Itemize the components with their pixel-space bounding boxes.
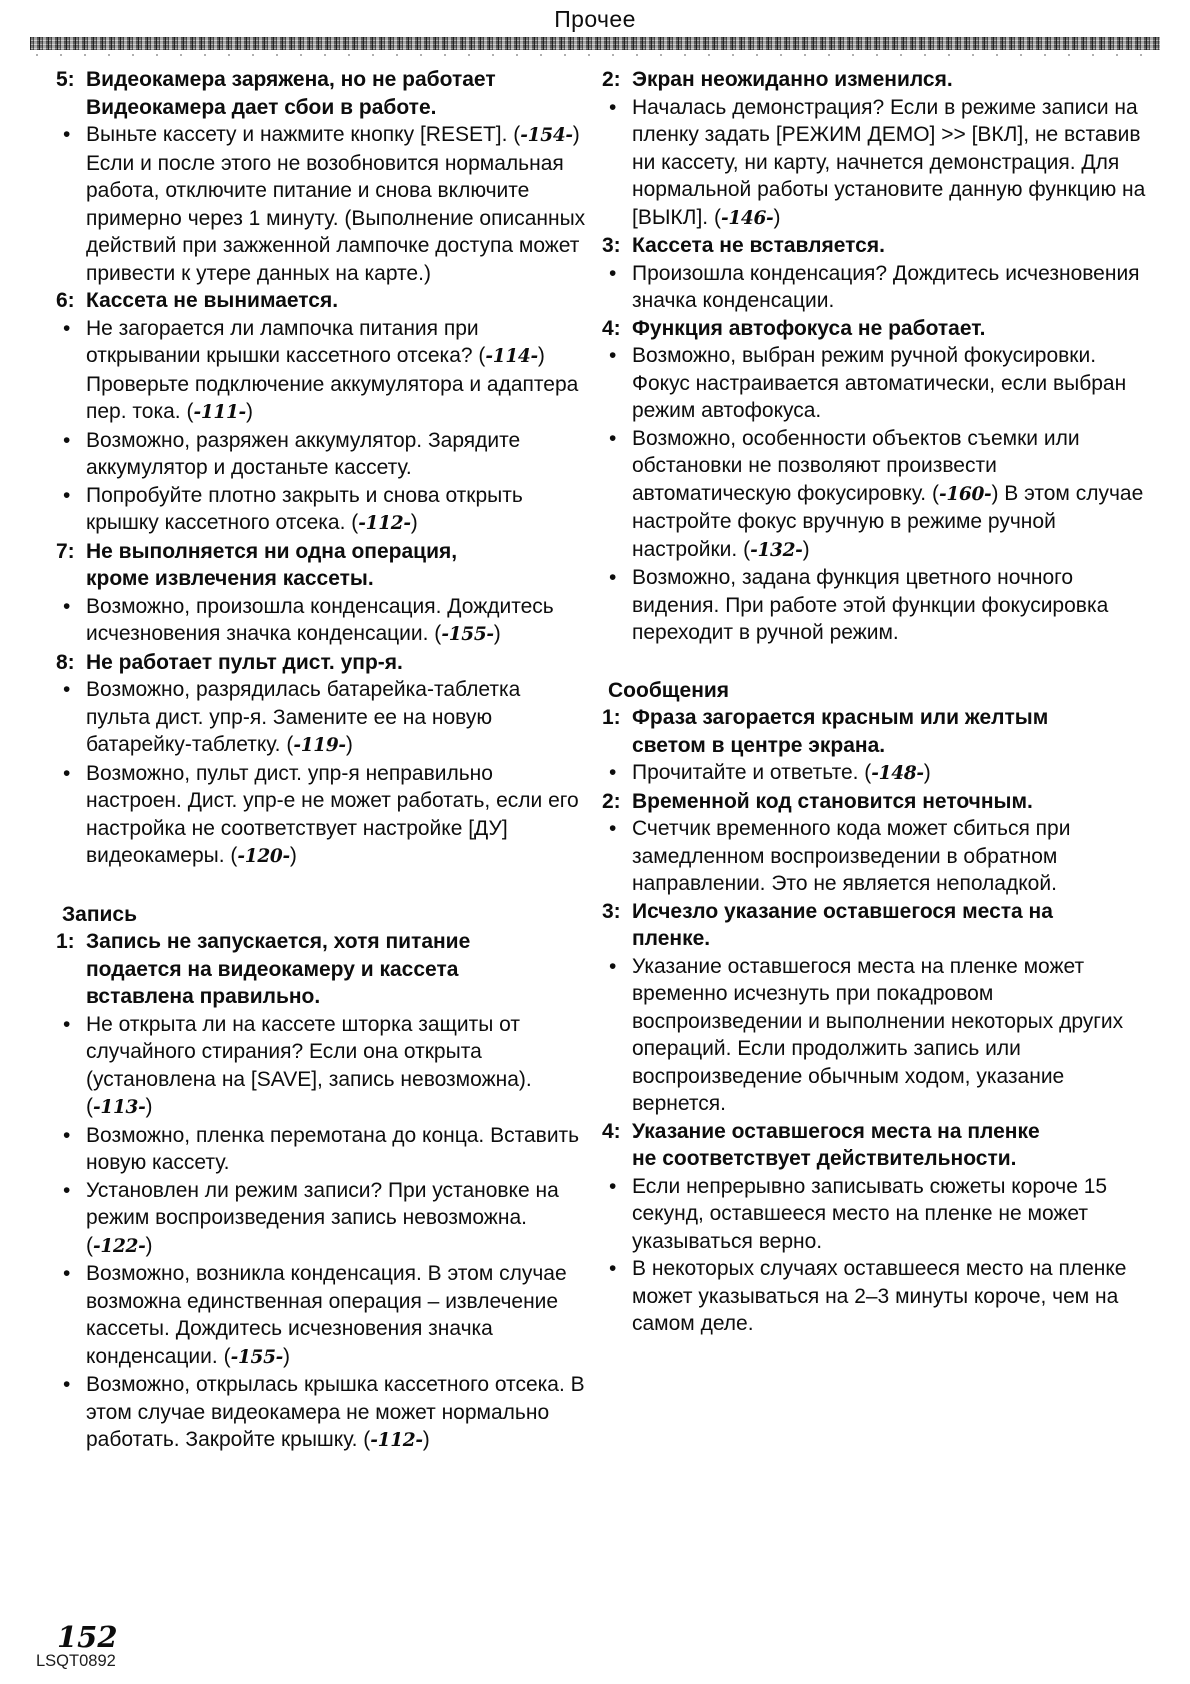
bullet-marker: • (609, 344, 617, 367)
document-code: LSQT0892 (36, 1652, 116, 1670)
troubleshooting-section (602, 232, 1150, 315)
bullet-text: Началась демонстрация? Если в режиме записи на пленку задать [РЕЖИМ ДЕМО] >> [ВКЛ], не вставив ни кассету, ни карту, начнется демонстрация. Для нормальной работы установите данную функцию на [ВЫКЛ]. (-146-) (632, 95, 1146, 229)
bullet-item (602, 425, 1150, 565)
bullet-item (602, 1255, 1150, 1338)
section-heading-text: Запись не запускается, хотя питание (86, 930, 471, 953)
page-reference: -155- (230, 1346, 284, 1368)
bullet-text: Выньте кассету и нажмите кнопку [RESET]. (-154-) Если и после этого не возобновится нормальная работа, отключите питание и снова включите примерно через 1 минуту. (Выполнение описанных действий при зажженной лампочке доступа может привести к утере данных на карте.) (86, 123, 586, 285)
section-heading-text: не соответствует действительности. (632, 1147, 1017, 1170)
bullet-marker: • (63, 1012, 71, 1036)
bullet-item (56, 760, 590, 871)
bullet-item (56, 1177, 590, 1261)
bullet-text: Возможно, разрядилась батарейка-таблетка пульта дист. упр-я. Замените ее на новую батарейку-таблетку. (-119-) (86, 678, 521, 756)
bullet-item (56, 482, 590, 538)
section-number: 5: (56, 68, 75, 91)
left-column (56, 66, 590, 1455)
section-heading-text: Видеокамера дает сбои в работе. (86, 95, 437, 119)
troubleshooting-section (602, 898, 1150, 1118)
section-number: 3: (602, 899, 621, 923)
section-number (602, 732, 632, 760)
page-reference: -122- (93, 1235, 146, 1257)
bullet-marker: • (63, 761, 71, 785)
troubleshooting-section (56, 287, 590, 538)
section-heading-text: Фраза загорается красным или желтым (632, 706, 1049, 729)
section-heading-line (602, 788, 1150, 816)
bullet-marker: • (63, 483, 71, 507)
troubleshooting-section (602, 1118, 1150, 1338)
page-number: 152 (57, 1620, 118, 1654)
bullet-item (56, 1122, 590, 1177)
bullet-item (56, 593, 590, 649)
bullet-item (56, 427, 590, 482)
page-reference: -114- (485, 346, 538, 367)
bullet-item (602, 953, 1150, 1118)
section-number: 6: (56, 289, 75, 312)
troubleshooting-section (56, 66, 590, 287)
section-heading-line (56, 66, 590, 94)
section-heading-line (602, 704, 1150, 732)
section-heading-line (602, 925, 1150, 953)
bullet-marker: • (609, 954, 617, 978)
section-number (56, 983, 86, 1011)
bullet-marker: • (63, 428, 71, 452)
section-heading-text: Экран неожиданно изменился. (632, 68, 953, 91)
page-reference: -155- (441, 624, 494, 645)
bullet-item (56, 121, 590, 287)
bullet-marker: • (609, 95, 617, 119)
bullet-text: Если непрерывно записывать сюжеты короче 15 секунд, оставшееся место на пленке не может указываться верно. (632, 1174, 1108, 1253)
bullet-item (602, 94, 1150, 233)
bullet-marker: • (609, 761, 617, 784)
bullet-text: Возможно, произошла конденсация. Дождитесь исчезновения значка конденсации. (-155-) (86, 594, 554, 645)
section-heading-text: Не работает пульт дист. упр-я. (86, 650, 403, 674)
page-reference: -146- (720, 207, 774, 229)
bullet-item (56, 676, 590, 760)
page-reference: -132- (750, 539, 803, 561)
bullet-marker: • (63, 594, 71, 618)
section-number (602, 1145, 632, 1173)
bullet-text: Не открыта ли на кассете шторка защиты от случайного стирания? Если она открыта (установлена на [SAVE], запись невозможна). (-113-) (86, 1012, 532, 1118)
troubleshooting-section (602, 315, 1150, 647)
bullet-marker: • (609, 426, 617, 450)
section-heading-text: кроме извлечения кассеты. (86, 567, 374, 590)
bullet-item (602, 260, 1150, 315)
bullet-marker: • (63, 1262, 71, 1285)
section-heading-text: Функция автофокуса не работает. (632, 316, 986, 340)
bullet-item (56, 315, 590, 427)
bullet-text: Счетчик временного кода может сбиться при замедленном воспроизведении в обратном направлении. Это не является неполадкой. (632, 817, 1071, 895)
section-heading-text: Исчезло указание оставшегося места на (632, 899, 1053, 923)
bullet-item (602, 759, 1150, 788)
bullet-marker: • (63, 1178, 71, 1202)
bullet-text: Возможно, выбран режим ручной фокусировки. Фокус настраивается автоматически, если выбран режим автофокуса. (632, 344, 1127, 422)
bullet-item (56, 1260, 590, 1371)
section-heading-text: Кассета не вынимается. (86, 289, 339, 312)
bullet-text: Возможно, пульт дист. упр-я неправильно настроен. Дист. упр-е не может работать, если его настройка не соответствует настройке [ДУ] видеокамеры. (-120-) (86, 761, 579, 867)
bullet-text: Прочитайте и ответьте. (-148-) (632, 761, 931, 784)
section-heading-line (56, 538, 590, 566)
troubleshooting-section (56, 649, 590, 871)
section-number: 1: (56, 930, 75, 953)
bullet-text: Возможно, задана функция цветного ночного видения. При работе этой функции фокусировка переходит в ручной режим. (632, 566, 1109, 644)
bullet-text: Не загорается ли лампочка питания при открывании крышки кассетного отсека? (-114-) Проверьте подключение аккумулятора и адаптера пер. тока. (-111-) (86, 316, 579, 423)
troubleshooting-section (602, 788, 1150, 898)
section-heading-text: Не выполняется ни одна операция, (86, 539, 458, 563)
section-heading-text: пленке. (632, 927, 711, 950)
troubleshooting-section (56, 538, 590, 649)
bullet-text: Возможно, возникла конденсация. В этом случае возможна единственная операция – извлечение кассеты. Дождитесь исчезновения значка конденсации. (-155-) (86, 1262, 567, 1368)
section-number: 7: (56, 539, 75, 563)
page-reference: -160- (938, 483, 992, 505)
bullet-marker: • (63, 1123, 71, 1147)
section-number: 4: (602, 316, 621, 340)
bullet-item (56, 1011, 590, 1122)
bullet-text: Возможно, особенности объектов съемки или обстановки не позволяют произвести автоматическую фокусировку. (-160-) В этом случае настройте фокус вручную в режиме ручной настройки. (-132-) (632, 426, 1144, 561)
troubleshooting-section (602, 66, 1150, 232)
bullet-text: Произошла конденсация? Дождитесь исчезновения значка конденсации. (632, 261, 1140, 312)
section-heading-text: вставлена правильно. (86, 985, 321, 1008)
header-divider-band (30, 37, 1160, 50)
section-number: 4: (602, 1119, 621, 1143)
right-column (602, 66, 1150, 1338)
section-number: 2: (602, 789, 621, 813)
page-reference: -111- (193, 402, 246, 423)
section-number (602, 925, 632, 953)
section-number (56, 565, 86, 593)
bullet-marker: • (609, 566, 617, 589)
bullet-item (602, 342, 1150, 425)
section-heading-line (56, 287, 590, 315)
section-heading-line (602, 898, 1150, 926)
page-reference: -113- (93, 1097, 146, 1118)
page-header-title: Прочее (554, 6, 636, 32)
section-heading-line (602, 1118, 1150, 1146)
section-number: 3: (602, 234, 621, 257)
page-reference: -119- (293, 735, 346, 756)
section-number (56, 94, 86, 122)
section-heading-line (56, 956, 590, 984)
section-heading-line (602, 732, 1150, 760)
bullet-text: Указание оставшегося места на пленке может временно исчезнуть при покадровом воспроизведении и выполнении некоторых других операций. Если продолжить запись или воспроизведение обычным ходом, указание вернется. (632, 954, 1124, 1115)
section-heading-line (602, 1145, 1150, 1173)
bullet-marker: • (63, 1373, 71, 1396)
bullet-item (602, 564, 1150, 647)
page-reference: -154- (520, 125, 573, 146)
section-number: 8: (56, 650, 75, 674)
section-heading-line (56, 94, 590, 122)
troubleshooting-section (602, 704, 1150, 788)
section-number: 1: (602, 706, 621, 729)
bullet-marker: • (609, 817, 617, 840)
bullet-item (602, 1173, 1150, 1256)
bullet-marker: • (609, 1174, 617, 1198)
bullet-text: Возможно, пленка перемотана до конца. Вставить новую кассету. (86, 1123, 580, 1174)
page-reference: -112- (358, 513, 411, 534)
bullet-text: Установлен ли режим записи? При установке на режим воспроизведения запись невозможна. (-122-) (86, 1178, 559, 1257)
section-heading-text: Временной код становится неточным. (632, 789, 1033, 813)
section-heading-text: светом в центре экрана. (632, 733, 886, 757)
bullet-marker: • (63, 678, 71, 701)
bullet-item (56, 1371, 590, 1455)
section-heading-text: Кассета не вставляется. (632, 234, 885, 257)
section-heading-line (602, 315, 1150, 343)
bullet-marker: • (63, 123, 71, 146)
section-number (56, 956, 86, 984)
page-reference: -148- (871, 763, 924, 784)
troubleshooting-section (56, 928, 590, 1455)
bullet-marker: • (63, 316, 71, 340)
bullet-text: В некоторых случаях оставшееся место на пленке может указываться на 2–3 минуты короче, чем на самом деле. (632, 1257, 1127, 1335)
section-heading-text: Видеокамера заряжена, но не работает (86, 68, 496, 91)
section-heading-line (602, 66, 1150, 94)
subsection-header: Сообщения (608, 678, 730, 702)
section-heading-line (602, 232, 1150, 260)
subsection-header: Запись (62, 902, 138, 926)
bullet-text: Возможно, открылась крышка кассетного отсека. В этом случае видеокамера не может нормально работать. Закройте крышку. (-112-) (86, 1373, 585, 1451)
bullet-marker: • (609, 1257, 617, 1280)
bullet-item (602, 815, 1150, 898)
bullet-marker: • (609, 261, 617, 285)
section-heading-line (56, 983, 590, 1011)
section-heading-line (56, 928, 590, 956)
page-reference: -120- (237, 846, 290, 867)
section-heading-line (56, 565, 590, 593)
bullet-text: Попробуйте плотно закрыть и снова открыть крышку кассетного отсека. (-112-) (86, 483, 523, 534)
section-heading-line (56, 649, 590, 677)
page-reference: -112- (370, 1430, 423, 1451)
section-number: 2: (602, 68, 621, 91)
section-heading-text: Указание оставшегося места на пленке (632, 1119, 1040, 1143)
section-heading-text: подается на видеокамеру и кассета (86, 957, 459, 981)
bullet-text: Возможно, разряжен аккумулятор. Зарядите аккумулятор и достаньте кассету. (86, 428, 521, 479)
